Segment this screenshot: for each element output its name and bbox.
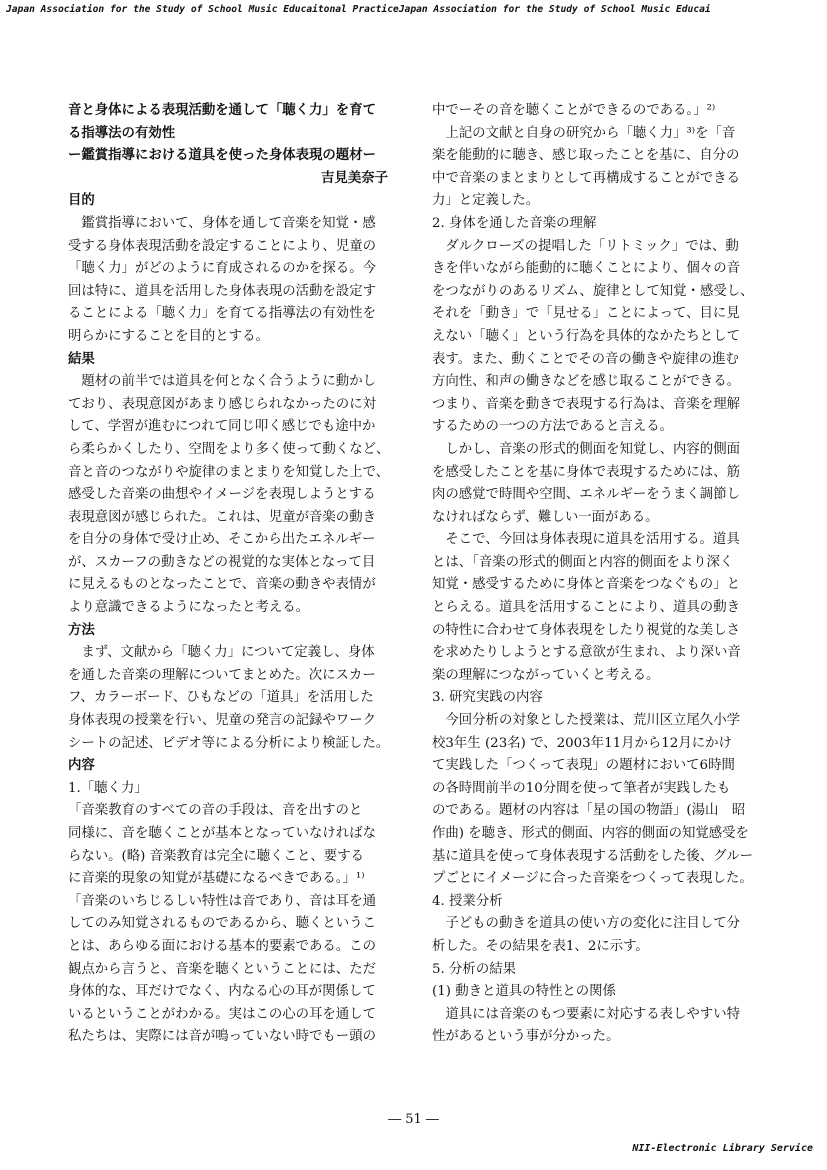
text-line: が、スカーフの動きなどの視覚的な実体となって目 xyxy=(68,554,376,570)
text-line: 方法 xyxy=(68,622,95,638)
text-line: る指導法の有効性 xyxy=(68,125,176,141)
header-banner: Japan Association for the Study of School Music Educaitonal PracticeJapan Association for the Study of School Music Educai xyxy=(6,4,711,15)
text-line: 目的 xyxy=(68,193,95,209)
text-line: とは、「音楽の形式的側面と内容的側面をより深く xyxy=(432,554,734,570)
text-line: そこで、今回は身体表現に道具を活用する。道具 xyxy=(432,532,740,548)
text-line: それを「動き」で「見せる」ことによって、目に見 xyxy=(432,306,740,322)
text-line: ることによる「聴く力」を育てる指導法の有効性を xyxy=(68,306,376,322)
text-line: 「音楽教育のすべての音の手段は、音を出すのと xyxy=(68,803,363,819)
text-line: に音楽的現象の知覚が基礎になるべきである。」¹⁾ xyxy=(68,871,365,887)
text-line: 校3年生 (23名) で、2003年11月から12月にかけ xyxy=(432,735,732,751)
text-line: 楽の理解につながっていくと考える。 xyxy=(432,667,660,683)
text-line: 4. 授業分析 xyxy=(432,893,503,909)
text-line: 道具には音楽のもつ要素に対応する表しやすい特 xyxy=(432,1006,740,1022)
text-line: 表す。また、動くことでその音の働きや旋律の進む xyxy=(432,351,739,367)
text-line: 肉の感覚で時間や空間、エネルギーをうまく調節し xyxy=(432,487,740,503)
text-line: ー鑑賞指導における道具を使った身体表現の題材ー xyxy=(68,148,376,164)
text-line: ら柔らかくしたり、空間をより多く使って動くなど、 xyxy=(68,441,390,457)
text-line: のである。題材の内容は「星の国の物語」(湯山 昭 xyxy=(432,803,746,819)
text-line: ており、表現意図があまり感じられなかったのに対 xyxy=(68,396,376,412)
text-line: 音と身体による表現活動を通して「聴く力」を育て xyxy=(68,103,376,118)
right-column xyxy=(432,100,784,1049)
text-line: つまり、音楽を動きで表現する行為は、音楽を理解 xyxy=(432,396,740,412)
text-line: 力」と定義した。 xyxy=(432,193,540,209)
text-line: 1.「聴く力」 xyxy=(68,780,148,796)
text-line: 知覚・感受するために身体と音楽をつなぐもの」と xyxy=(432,577,740,593)
text-line: て実践した「つくって表現」の題材において6時間 xyxy=(432,758,735,774)
text-line: してのみ知覚されるものであるから、聴くというこ xyxy=(68,916,376,932)
text-line: 基に道具を使って身体表現する活動をした後、グルー xyxy=(432,848,753,864)
text-line: して、学習が進むにつれて同じ叩く感じでも途中か xyxy=(68,419,376,435)
text-line: いるということがわかる。実はこの心の耳を通して xyxy=(68,1006,376,1022)
text-line: きを伴いながら能動的に聴くことにより、個々の音 xyxy=(432,261,740,277)
text-line: (1) 動きと道具の特性との関係 xyxy=(432,984,616,1000)
text-line: 楽を能動的に聴き、感じ取ったことを基に、自分の xyxy=(432,148,740,164)
text-line: なければならず、難しい一面がある。 xyxy=(432,509,659,525)
text-line: 身体表現の授業を行い、児童の発言の記録やワーク xyxy=(68,713,376,729)
text-line: 表現意図が感じられた。これは、児童が音楽の動き xyxy=(68,509,376,525)
text-line: の特性に合わせて身体表現をしたり視覚的な美しさ xyxy=(432,622,740,638)
text-line: を自分の身体で受け止め、そこから出たエネルギー xyxy=(68,532,376,548)
text-line: 明らかにすることを目的とする。 xyxy=(68,328,269,344)
text-line: 中で音楽のまとまりとして再構成することができる xyxy=(432,170,740,186)
text-line: 吉見美奈子 xyxy=(321,170,388,186)
text-line: フ、カラーボード、ひもなどの「道具」を活用した xyxy=(68,690,374,706)
text-line: 子どもの動きを道具の使い方の変化に注目して分 xyxy=(432,916,740,932)
text-line: ダルクローズの提唱した「リトミック」では、動 xyxy=(432,238,739,254)
text-line: するための一つの方法であると言える。 xyxy=(432,419,674,435)
text-line: 内容 xyxy=(68,758,95,774)
page-number: ― 51 ― xyxy=(388,1112,439,1127)
text-line: を通した音楽の理解についてまとめた。次にスカー xyxy=(68,667,376,683)
text-line: に見えるものとなったことで、音楽の動きや表情が xyxy=(68,577,376,593)
text-line: 感受した音楽の曲想やイメージを表現しようとする xyxy=(68,487,376,503)
text-line: をつながりのあるリズム、旋律として知覚・感受し、 xyxy=(432,283,754,299)
text-line: 2. 身体を通した音楽の理解 xyxy=(432,215,597,231)
text-line: 性があるという事が分かった。 xyxy=(432,1029,620,1045)
text-line: 5. 分析の結果 xyxy=(432,961,516,977)
text-line: えない「聴く」という行為を具体的なかたちとして xyxy=(432,328,740,344)
text-line: 音と音のつながりや旋律のまとまりを知覚した上で、 xyxy=(68,464,390,480)
text-line: 回は特に、道具を活用した身体表現の活動を設定す xyxy=(68,283,376,299)
text-line: 「聴く力」がどのように育成されるのかを探る。今 xyxy=(68,261,376,277)
text-line: 作曲) を聴き、形式的側面、内容的側面の知覚感受を xyxy=(432,826,749,841)
text-line: 観点から言うと、音楽を聴くということには、ただ xyxy=(68,961,376,977)
text-line: を感受したことを基に身体で表現するためには、筋 xyxy=(432,464,740,480)
text-line: 上記の文献と自身の研究から「聴く力」³⁾を「音 xyxy=(432,125,736,141)
text-line: 中でーその音を聴くことができるのである。」²⁾ xyxy=(432,103,716,118)
text-line: 鑑賞指導において、身体を通して音楽を知覚・感 xyxy=(68,215,376,231)
text-line: より意識できるようになったと考える。 xyxy=(68,600,310,616)
text-line: 方向性、和声の働きなどを感じ取ることができる。 xyxy=(432,374,740,390)
left-column xyxy=(68,100,416,1049)
text-line: 同様に、音を聴くことが基本となっていなければな xyxy=(68,826,376,841)
text-line: しかし、音楽の形式的側面を知覚し、内容的側面 xyxy=(432,441,740,457)
text-line: 題材の前半では道具を何となく合うように動かし xyxy=(68,374,376,390)
text-line: の各時間前半の10分間を使って筆者が実践したも xyxy=(432,780,731,796)
text-line: 受する身体表現活動を設定することにより、児童の xyxy=(68,238,376,254)
text-line: プごとにイメージに合った音楽をつくって表現した。 xyxy=(432,871,753,887)
text-line: 私たちは、実際には音が鳴っていない時でもー頭の xyxy=(68,1029,376,1045)
text-line: を求めたりしようとする意欲が生まれ、より深い音 xyxy=(432,645,741,661)
text-line: 「音楽のいちじるしい特性は音であり、音は耳を通 xyxy=(68,893,376,909)
footer-service-label: NII-Electronic Library Service xyxy=(632,1143,813,1154)
text-line: 3. 研究実践の内容 xyxy=(432,690,543,706)
text-line: らない。(略) 音楽教育は完全に聴くこと、要する xyxy=(68,848,364,864)
text-line: まず、文献から「聴く力」について定義し、身体 xyxy=(68,645,375,661)
text-line: 今回分析の対象とした授業は、荒川区立尾久小学 xyxy=(432,713,740,729)
text-line: 析した。その結果を表1、2に示す。 xyxy=(432,938,649,954)
text-line: 身体的な、耳だけでなく、内なる心の耳が関係して xyxy=(68,984,376,1000)
text-line: とは、あらゆる面における基本的要素である。この xyxy=(68,938,376,954)
text-line: とらえる。道具を活用することにより、道具の動き xyxy=(432,600,740,616)
text-line: 結果 xyxy=(68,351,95,367)
text-line: シートの記述、ビデオ等による分析により検証した。 xyxy=(68,735,390,751)
